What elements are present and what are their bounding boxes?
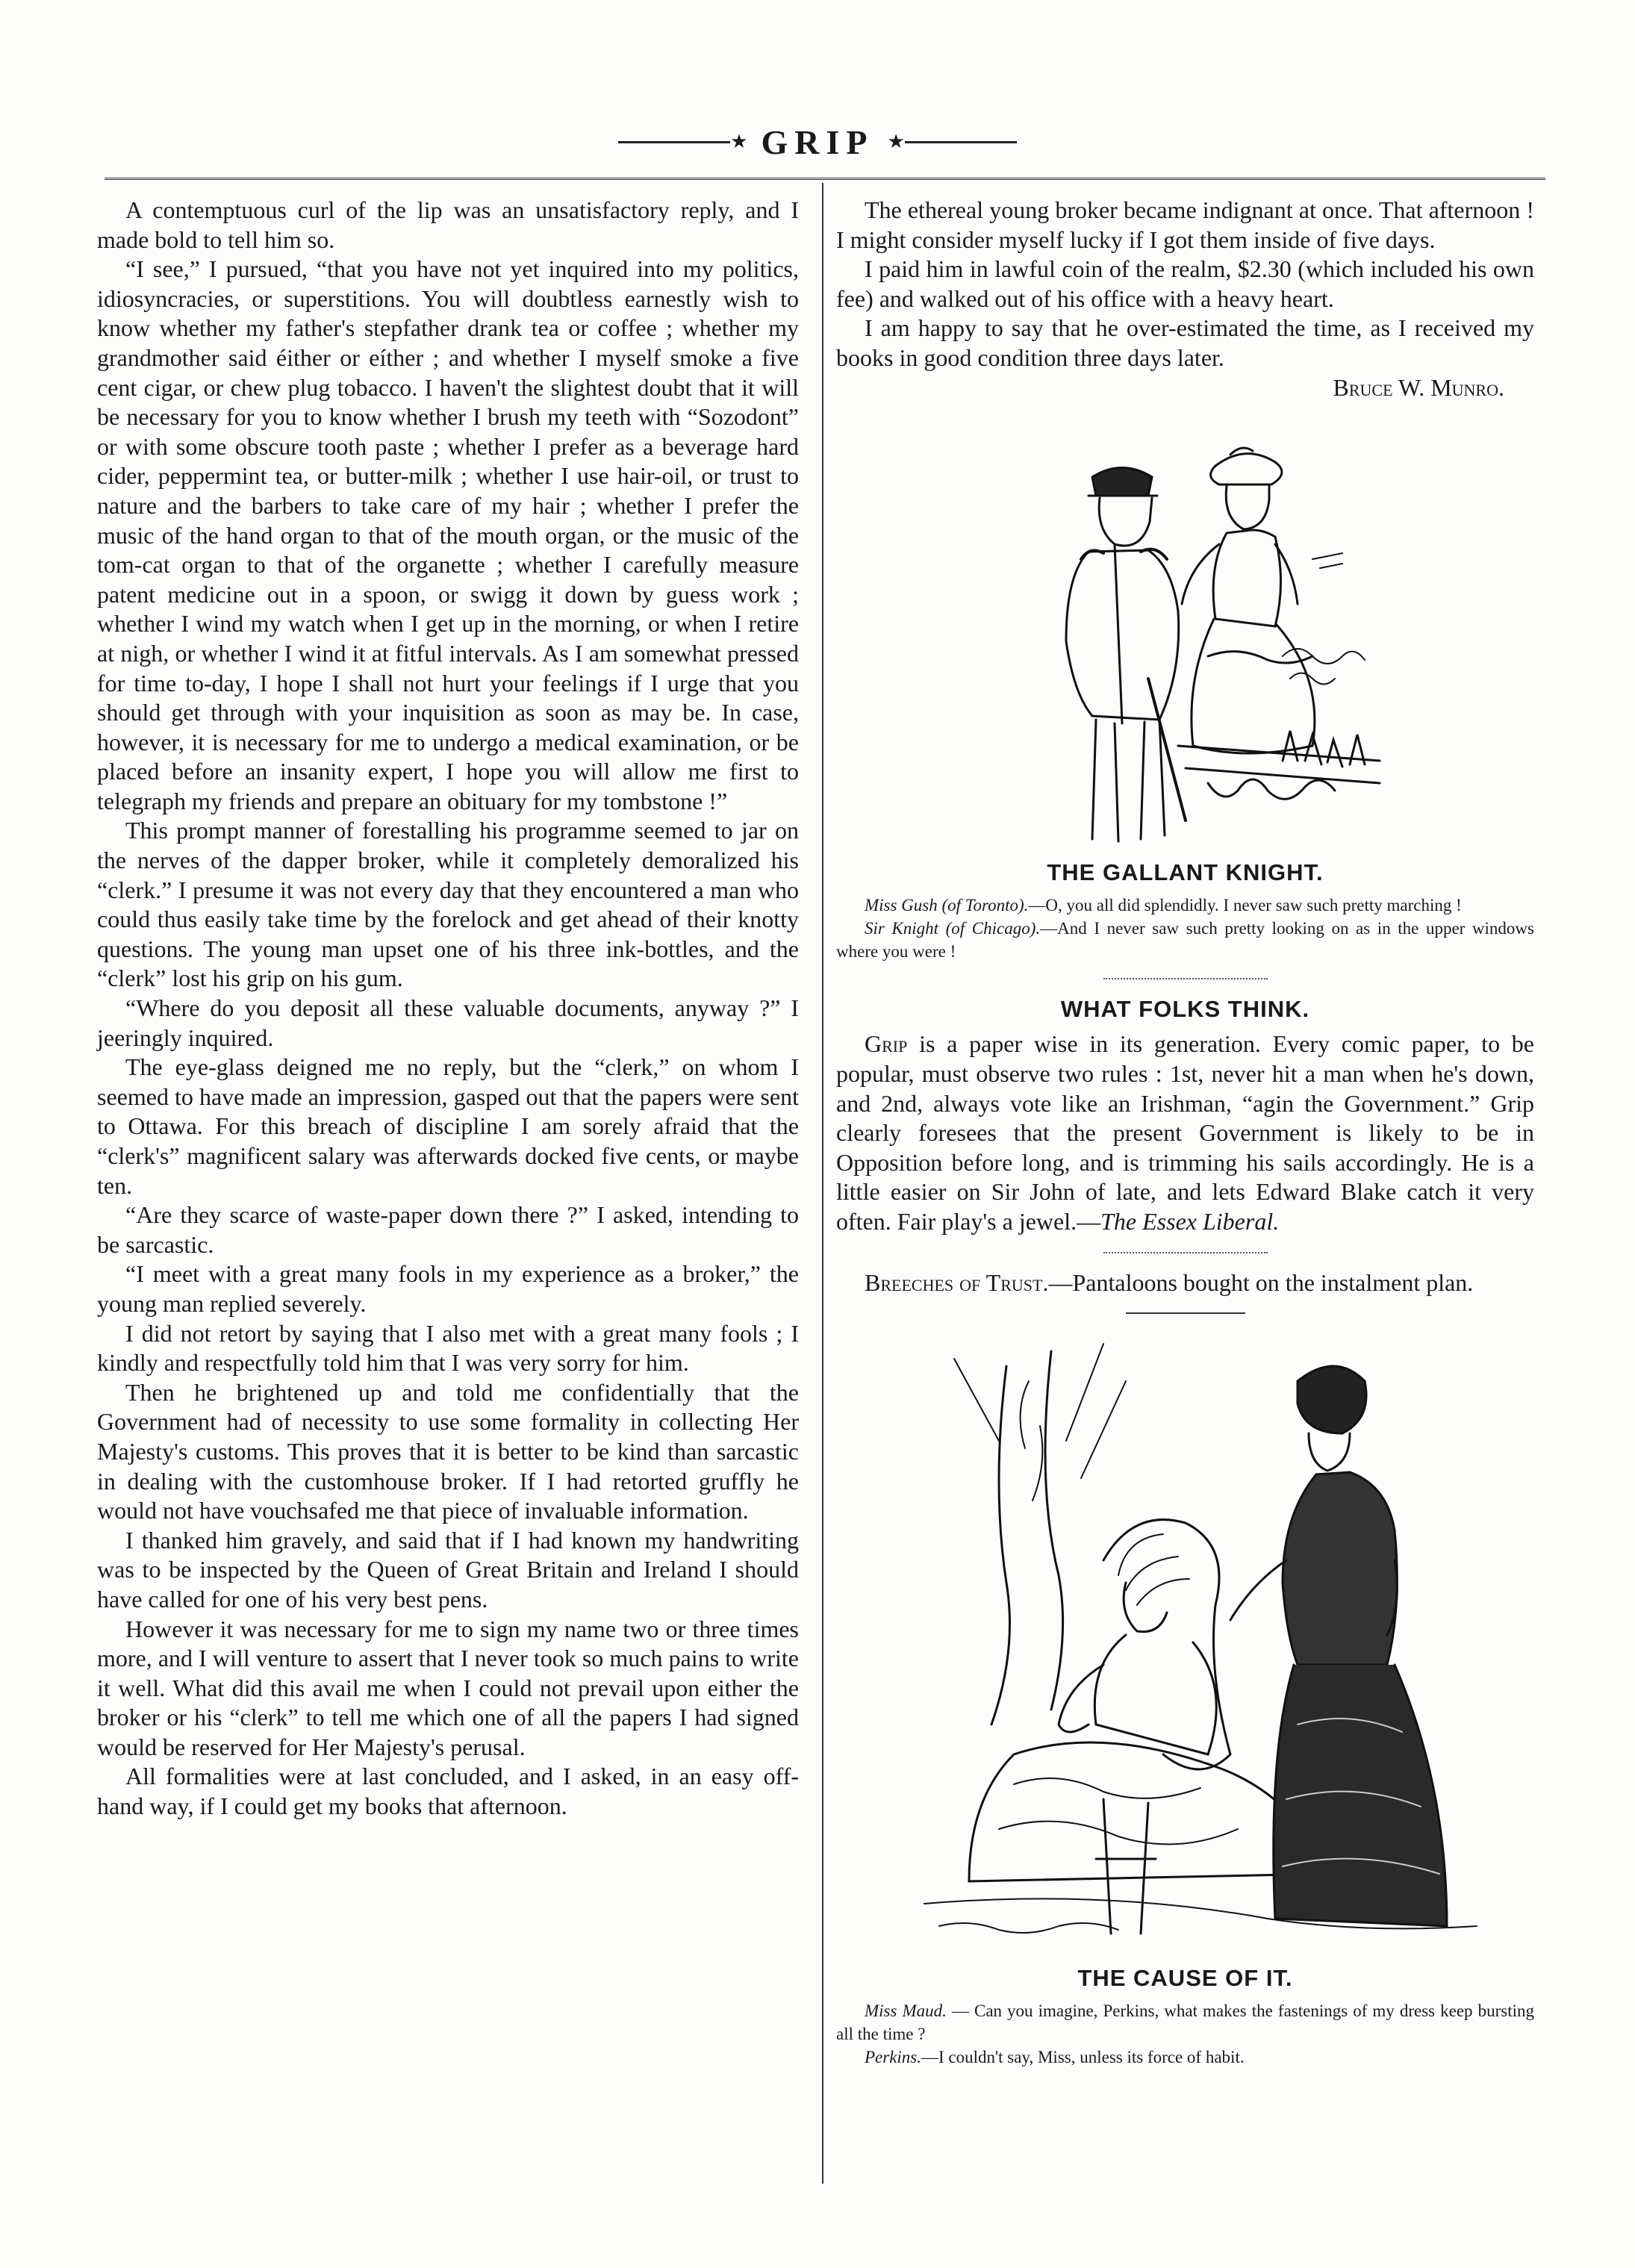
column-divider xyxy=(822,183,823,2184)
paragraph: I am happy to say that he over-estimated the time, as I received my books in good condition three days later. xyxy=(836,314,1534,371)
section-divider xyxy=(1126,1312,1245,1314)
caption-text: —And I never saw such pretty looking on as in the upper windows where you were ! xyxy=(836,918,1534,961)
section-lead: Grip xyxy=(865,1030,908,1058)
paragraph: I did not retort by saying that I also met with a great many fools ; I kindly and respectfully told him that I was very sorry for him. xyxy=(97,1319,799,1377)
joke-text: —Pantaloons bought on the instalment plan. xyxy=(1048,1268,1474,1296)
section-text: is a paper wise in its generation. Every comic paper, to be popular, must observe two rules : 1st, never hit a man when he's down, and 2nd, always vote like an Irishman, “agin the Government.” Grip clearly foresees that the present Government is likely to be in Opposition before long, and is trimming his sails accordingly. He is a little easier on Sir John of late, and lets Edward Blake catch it very often. Fair play's a jewel.— xyxy=(836,1030,1534,1235)
paragraph: The ethereal young broker became indignant at once. That afternoon ! I might consider myself lucky if I got them inside of five days. xyxy=(836,196,1534,253)
cause-of-it-illustration xyxy=(879,1336,1492,1956)
left-column xyxy=(97,196,799,1822)
gallant-knight-illustration xyxy=(962,432,1410,850)
caption-text: — Can you imagine, Perkins, what makes the fastenings of my dress keep bursting all the time ? xyxy=(836,2001,1534,2043)
section-title: WHAT FOLKS THINK. xyxy=(1060,995,1310,1022)
section-divider xyxy=(1103,978,1268,979)
masthead-rule-left xyxy=(618,141,730,143)
cartoon-caption-line xyxy=(836,1999,1534,2046)
cartoon-title: THE GALLANT KNIGHT. xyxy=(1047,859,1324,886)
masthead-title: GRIP xyxy=(761,122,874,161)
caption-text: —I couldn't say, Miss, unless its force of habit. xyxy=(921,2047,1245,2066)
section-source: The Essex Liberal. xyxy=(1100,1207,1280,1235)
paragraph: The eye-glass deigned me no reply, but the “clerk,” on whom I seemed to have made an impression, gasped out that the papers were sent to Ottawa. For this breach of discipline I am sorely afraid that the “clerk's” magnificent salary was afterwards docked five cents, or maybe ten. xyxy=(97,1053,799,1199)
paragraph: I thanked him gravely, and said that if I had known my handwriting was to be inspected by the Queen of Great Britain and Ireland I should have called for one of his very best pens. xyxy=(97,1526,799,1613)
speaker-name: Perkins. xyxy=(865,2047,922,2066)
paragraph: “I meet with a great many fools in my experience as a broker,” the young man replied severely. xyxy=(97,1260,799,1317)
paragraph: This prompt manner of forestalling his programme seemed to jar on the nerves of the dapper broker, while it completely demoralized his “clerk.” I presume it was not every day that they encountered a man who could thus easily take time by the forelock and get ahead of their knotty questions. The young man upset one of his three ink-bottles, and the “clerk” lost his grip on his gum. xyxy=(97,817,799,992)
paragraph: However it was necessary for me to sign my name two or three times more, and I will venture to assert that I never took so much pains to write it well. What did this avail me when I could not prevail upon either the broker or his “clerk” to tell me which one of all the papers I had signed would be reserved for Her Majesty's perusal. xyxy=(97,1615,799,1760)
speaker-name: Miss Maud. xyxy=(865,2001,947,2020)
header-rule xyxy=(105,178,1545,180)
paragraph: Then he brightened up and told me confidentially that the Government had of necessity to use some formality in collecting Her Majesty's customs. This proves that it is better to be kind than sarcastic in dealing with the customhouse broker. If I had retorted gruffly he would not have vouchsafed me that piece of invaluable information. xyxy=(97,1378,799,1524)
cartoon-title: THE CAUSE OF IT. xyxy=(1077,1965,1293,1992)
masthead xyxy=(0,112,1635,172)
speaker-name: Sir Knight (of Chicago). xyxy=(865,918,1041,938)
star-icon: ★ xyxy=(730,131,748,152)
paragraph: All formalities were at last concluded, and I asked, in an easy off-hand way, if I could get my books that afternoon. xyxy=(97,1763,799,1820)
star-icon: ★ xyxy=(887,131,905,152)
paragraph: “Where do you deposit all these valuable documents, anyway ?” I jeeringly inquired. xyxy=(97,994,799,1051)
paragraph: A contemptuous curl of the lip was an unsatisfactory reply, and I made bold to tell him so. xyxy=(97,196,799,253)
speaker-name: Miss Gush (of Toronto). xyxy=(865,895,1029,915)
joke-paragraph xyxy=(836,1268,1534,1298)
section-body xyxy=(836,1029,1534,1236)
paragraph: “I see,” I pursued, “that you have not yet inquired into my politics, idiosyncracies, or superstitions. You will doubtless earnestly wish to know whether my father's stepfather drank tea or coffee ; whether my grandmother said éither or eíther ; and whether I myself smoke a five cent cigar, or chew plug tobacco. I haven't the slightest doubt that it will be necessary for you to know whether I brush my teeth with “Sozodont” or with some obscure tooth paste ; whether I prefer as a beverage hard cider, peppermint tea, or butter-milk ; whether I use hair-oil, or trust to nature and the barbers to take care of my hair ; whether I prefer the music of the hand organ to that of the mouth organ, or the music of the tom-cat organ to that of the organette ; whether I carefully measure patent medicine out in a spoon, or swigg it down by guess work ; whether I wind my watch when I get up in the morning, or when I retire at nigh, or whether I wind it at fitful intervals. As I am somewhat pressed for time to-day, I hope I shall not hurt your feelings if I urge that you should get through with your inquisition as soon as may be. In case, however, it is necessary for me to undergo a medical examination, or be placed before an insanity expert, I hope you will allow me first to telegraph my friends and prepare an obituary for my tombstone !” xyxy=(97,255,799,814)
cartoon-caption-line xyxy=(836,2046,1534,2069)
cartoon-caption-line xyxy=(836,894,1534,917)
paragraph: “Are they scarce of waste-paper down there ?” I asked, intending to be sarcastic. xyxy=(97,1201,799,1258)
caption-text: —O, you all did splendidly. I never saw such pretty marching ! xyxy=(1028,895,1462,915)
paragraph: I paid him in lawful coin of the realm, $2.30 (which included his own fee) and walked out of his office with a heavy heart. xyxy=(836,255,1534,312)
masthead-rule-right xyxy=(905,141,1017,143)
right-column xyxy=(836,196,1534,2069)
joke-lead: Breeches of Trust. xyxy=(865,1268,1049,1296)
author-signature: Bruce W. Munro. xyxy=(1333,373,1504,401)
cartoon-caption-line xyxy=(836,917,1534,963)
section-divider xyxy=(1103,1252,1268,1253)
